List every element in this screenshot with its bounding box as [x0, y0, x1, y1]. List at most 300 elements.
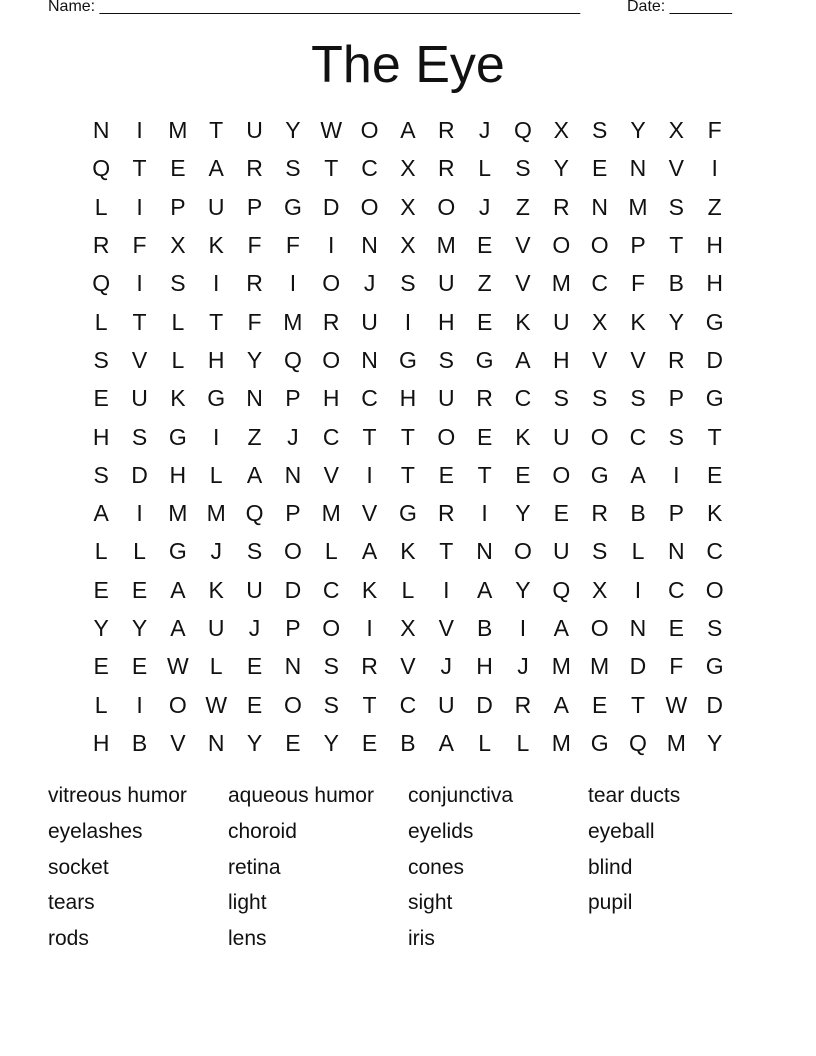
grid-letter: L	[516, 729, 530, 756]
grid-letter: Y	[285, 117, 301, 144]
grid-letter: U	[131, 385, 148, 412]
grid-letter: R	[322, 308, 340, 335]
grid-letter: I	[366, 461, 373, 488]
date-field-label: Date: _______	[627, 0, 732, 15]
grid-letter: D	[131, 461, 148, 488]
grid-letter: S	[668, 193, 684, 220]
grid-letter: C	[706, 538, 723, 565]
grid-letter: O	[552, 232, 571, 259]
grid-letter: T	[132, 155, 147, 182]
grid-letter: M	[551, 653, 571, 680]
grid-letter: S	[553, 385, 569, 412]
grid-letter: L	[478, 729, 491, 756]
grid-letter: P	[630, 232, 646, 259]
grid-letter: E	[707, 461, 723, 488]
grid-letter: Q	[629, 729, 647, 756]
grid-letter: I	[711, 155, 718, 182]
grid-letter: K	[515, 423, 531, 450]
grid-letter: K	[400, 538, 416, 565]
grid-letter: M	[168, 117, 188, 144]
grid-letter: W	[320, 117, 343, 144]
grid-letter: L	[133, 538, 146, 565]
grid-letter: I	[481, 500, 488, 527]
grid-letter: R	[92, 232, 110, 259]
grid-letter: K	[515, 308, 531, 335]
grid-letter: E	[476, 232, 493, 259]
grid-letter: X	[591, 308, 608, 335]
grid-letter: A	[400, 117, 416, 144]
grid-row	[82, 456, 734, 494]
grid-letter: S	[630, 385, 646, 412]
grid-letter: G	[207, 385, 226, 412]
grid-letter: R	[668, 346, 685, 373]
grid-letter: N	[284, 461, 302, 488]
grid-letter: O	[283, 691, 302, 718]
word-bank-item: eyeball	[588, 819, 655, 843]
grid-row	[82, 494, 734, 532]
grid-letter: R	[514, 691, 532, 718]
grid-letter: I	[328, 232, 335, 259]
grid-letter: H	[322, 385, 340, 412]
grid-letter: Z	[477, 270, 492, 297]
grid-letter: Y	[515, 576, 531, 603]
grid-letter: R	[437, 500, 455, 527]
grid-letter: B	[630, 500, 646, 527]
grid-row	[82, 685, 734, 723]
grid-letter: S	[93, 346, 109, 373]
grid-letter: F	[707, 117, 722, 144]
grid-letter: N	[361, 346, 378, 373]
word-bank-item: blind	[588, 855, 633, 879]
grid-letter: A	[170, 576, 186, 603]
grid-letter: L	[94, 538, 108, 565]
grid-letter: J	[248, 615, 261, 641]
grid-letter: R	[361, 653, 378, 680]
word-bank-item: choroid	[228, 819, 297, 843]
grid-letter: E	[93, 385, 109, 412]
grid-letter: U	[246, 576, 263, 603]
grid-letter: L	[209, 461, 223, 488]
grid-letter: X	[553, 117, 569, 144]
grid-letter: V	[170, 729, 186, 756]
grid-letter: U	[437, 270, 455, 297]
grid-letter: N	[92, 117, 110, 144]
grid-letter: T	[324, 155, 339, 182]
grid-letter: E	[591, 155, 608, 182]
grid-letter: Y	[668, 308, 684, 335]
grid-letter: S	[438, 346, 454, 373]
grid-letter: D	[284, 576, 302, 603]
grid-letter: I	[404, 308, 412, 335]
grid-letter: T	[362, 691, 377, 718]
grid-letter: G	[590, 461, 609, 488]
grid-letter: L	[631, 538, 645, 565]
word-bank-item: iris	[408, 927, 435, 951]
grid-letter: Z	[247, 423, 262, 450]
grid-letter: O	[168, 691, 187, 718]
grid-letter: A	[361, 538, 378, 565]
grid-letter: I	[289, 270, 297, 297]
grid-letter: E	[553, 500, 569, 527]
grid-letter: R	[246, 270, 263, 297]
grid-letter: P	[285, 385, 301, 412]
grid-letter: C	[514, 385, 532, 412]
grid-letter: H	[399, 385, 417, 412]
grid-letter: R	[476, 385, 493, 412]
grid-letter: T	[630, 691, 646, 718]
grid-row	[82, 264, 734, 302]
grid-letter: M	[436, 232, 456, 259]
grid-letter: M	[551, 729, 571, 756]
grid-letter: Y	[553, 155, 569, 182]
grid-letter: G	[705, 653, 724, 680]
grid-letter: L	[324, 538, 338, 565]
grid-letter: S	[323, 653, 339, 680]
word-bank	[48, 778, 768, 957]
grid-letter: M	[283, 308, 303, 335]
grid-letter: W	[167, 653, 189, 680]
grid-letter: F	[285, 232, 300, 259]
grid-letter: R	[552, 193, 570, 220]
grid-letter: E	[285, 729, 301, 756]
grid-letter: Y	[630, 117, 646, 144]
grid-letter: L	[171, 308, 185, 335]
grid-letter: L	[94, 193, 108, 220]
grid-row	[82, 647, 734, 685]
grid-row	[82, 571, 734, 609]
grid-letter: I	[213, 423, 220, 450]
grid-letter: K	[707, 500, 723, 527]
word-bank-item: tear ducts	[588, 784, 681, 807]
grid-letter: T	[400, 461, 415, 488]
grid-letter: Y	[131, 615, 148, 641]
word-bank-item: rods	[48, 927, 89, 951]
grid-letter: V	[323, 461, 339, 488]
grid-letter: W	[665, 691, 688, 718]
grid-letter: H	[552, 346, 570, 373]
grid-letter: O	[437, 193, 456, 220]
grid-letter: M	[628, 193, 648, 220]
grid-letter: X	[400, 155, 416, 182]
grid-letter: V	[515, 232, 531, 259]
grid-letter: O	[360, 117, 379, 144]
grid-letter: F	[669, 653, 684, 680]
grid-letter: U	[207, 193, 225, 220]
grid-letter: G	[398, 346, 417, 373]
grid-letter: R	[437, 117, 455, 144]
grid-letter: A	[515, 346, 531, 373]
grid-letter: S	[591, 385, 608, 412]
grid-letter: G	[705, 385, 724, 412]
grid-letter: N	[361, 232, 378, 259]
grid-letter: S	[131, 423, 148, 450]
grid-letter: C	[591, 270, 608, 297]
grid-letter: G	[398, 500, 417, 527]
grid-letter: X	[668, 117, 684, 144]
grid-letter: Y	[246, 346, 263, 373]
grid-letter: K	[630, 308, 646, 335]
grid-letter: C	[629, 423, 647, 450]
grid-letter: S	[707, 615, 723, 641]
grid-letter: E	[131, 576, 148, 603]
grid-letter: D	[706, 346, 723, 373]
grid-letter: L	[94, 691, 108, 718]
grid-letter: T	[400, 423, 415, 450]
grid-row	[82, 149, 734, 187]
grid-letter: E	[93, 576, 109, 603]
grid-letter: I	[443, 576, 450, 603]
word-bank-item: sight	[408, 891, 453, 915]
word-bank-item: cones	[408, 855, 465, 879]
grid-letter: T	[669, 232, 684, 259]
grid-letter: X	[591, 576, 608, 603]
grid-letter: A	[246, 461, 263, 488]
grid-letter: M	[551, 270, 571, 297]
grid-letter: G	[168, 423, 187, 450]
grid-letter: G	[168, 538, 187, 565]
grid-letter: S	[668, 423, 684, 450]
grid-letter: R	[246, 155, 263, 182]
grid-letter: Q	[92, 270, 111, 297]
grid-letter: N	[284, 653, 302, 680]
grid-letter: I	[634, 576, 642, 603]
grid-letter: A	[208, 155, 224, 182]
grid-letter: R	[437, 155, 455, 182]
grid-letter: X	[400, 193, 416, 220]
grid-letter: L	[94, 308, 108, 335]
grid-letter: U	[552, 538, 570, 565]
grid-letter: P	[668, 500, 684, 527]
grid-letter: Q	[245, 500, 264, 527]
grid-letter: E	[93, 653, 109, 680]
grid-letter: H	[92, 729, 110, 756]
grid-letter: J	[478, 193, 491, 220]
grid-letter: J	[210, 538, 222, 565]
grid-row	[82, 341, 734, 379]
grid-letter: C	[322, 576, 340, 603]
grid-row	[82, 226, 734, 264]
grid-row	[82, 724, 734, 762]
grid-letter: B	[400, 729, 416, 756]
grid-row	[82, 188, 734, 226]
grid-letter: L	[171, 346, 185, 373]
grid-letter: F	[247, 232, 262, 259]
grid-letter: I	[136, 117, 143, 144]
grid-letter: D	[322, 193, 340, 220]
grid-letter: A	[630, 461, 646, 488]
grid-letter: V	[515, 270, 531, 297]
grid-letter: Y	[515, 500, 531, 527]
page-title: The Eye	[311, 36, 505, 94]
grid-letter: P	[668, 385, 684, 412]
grid-letter: F	[630, 270, 646, 297]
grid-letter: H	[706, 270, 723, 297]
grid-letter: B	[668, 270, 684, 297]
grid-letter: P	[170, 193, 186, 220]
grid-letter: O	[590, 615, 609, 641]
grid-letter: W	[205, 691, 228, 718]
grid-letter: N	[246, 385, 263, 412]
grid-letter: V	[131, 346, 148, 373]
grid-letter: N	[668, 538, 685, 565]
grid-letter: O	[590, 423, 609, 450]
grid-letter: F	[247, 308, 262, 335]
grid-letter: I	[519, 615, 527, 641]
grid-letter: S	[591, 538, 608, 565]
grid-letter: L	[401, 576, 415, 603]
grid-letter: B	[476, 615, 493, 641]
grid-letter: H	[92, 423, 110, 450]
word-bank-item: vitreous humor	[48, 784, 187, 807]
grid-letter: Q	[92, 155, 111, 182]
grid-row	[82, 302, 734, 340]
grid-letter: E	[246, 691, 263, 718]
word-bank-item: aqueous humor	[228, 784, 374, 807]
grid-letter: G	[475, 346, 494, 373]
grid-letter: O	[322, 615, 341, 641]
grid-letter: O	[437, 423, 456, 450]
grid-letter: I	[136, 193, 143, 220]
grid-letter: S	[246, 538, 263, 565]
grid-letter: H	[437, 308, 455, 335]
grid-letter: E	[476, 308, 493, 335]
grid-letter: C	[322, 423, 340, 450]
grid-letter: V	[591, 346, 608, 373]
grid-letter: T	[707, 423, 722, 450]
grid-row	[82, 609, 734, 647]
grid-letter: H	[706, 232, 723, 259]
grid-letter: E	[515, 461, 531, 488]
grid-letter: A	[553, 691, 569, 718]
grid-letter: C	[399, 691, 417, 718]
grid-row	[82, 532, 734, 570]
grid-letter: Q	[552, 576, 571, 603]
name-field-label: Name: ______________________________________________________	[48, 0, 581, 15]
grid-letter: Q	[283, 346, 302, 373]
grid-letter: N	[207, 729, 225, 756]
grid-letter: A	[553, 615, 569, 641]
grid-letter: X	[170, 232, 186, 259]
grid-letter: A	[438, 729, 454, 756]
word-bank-item: lens	[228, 927, 267, 951]
word-bank-item: tears	[48, 891, 95, 915]
grid-letter: D	[706, 691, 723, 718]
grid-letter: O	[360, 193, 379, 220]
grid-letter: U	[552, 308, 570, 335]
grid-letter: S	[323, 691, 339, 718]
grid-letter: K	[208, 576, 224, 603]
grid-letter: D	[629, 653, 647, 680]
grid-letter: Q	[514, 117, 532, 144]
grid-letter: P	[246, 193, 263, 220]
grid-letter: O	[552, 461, 571, 488]
grid-letter: V	[438, 615, 454, 641]
grid-letter: F	[132, 232, 147, 259]
grid-letter: M	[321, 500, 341, 527]
grid-letter: N	[629, 615, 647, 641]
grid-letter: K	[170, 385, 186, 412]
grid-letter: T	[362, 423, 377, 450]
word-bank-item: pupil	[588, 891, 633, 915]
grid-letter: E	[361, 729, 378, 756]
grid-row	[82, 379, 734, 417]
grid-row	[82, 111, 734, 149]
grid-letter: Y	[707, 729, 723, 756]
grid-letter: S	[400, 270, 416, 297]
grid-letter: H	[207, 346, 225, 373]
grid-letter: A	[476, 576, 493, 603]
grid-letter: M	[590, 653, 610, 680]
grid-letter: H	[169, 461, 187, 488]
grid-letter: K	[208, 232, 224, 259]
grid-letter: E	[591, 691, 608, 718]
grid-letter: I	[136, 691, 143, 718]
grid-letter: G	[705, 308, 724, 335]
grid-letter: G	[590, 729, 609, 756]
grid-row	[82, 417, 734, 455]
grid-letter: U	[361, 308, 378, 335]
grid-letter: V	[668, 155, 684, 182]
grid-letter: Y	[323, 729, 339, 756]
grid-letter: S	[515, 155, 531, 182]
grid-letter: J	[363, 270, 376, 297]
grid-letter: X	[400, 615, 416, 641]
word-bank-item: light	[228, 891, 267, 915]
grid-letter: J	[287, 423, 299, 450]
word-bank-item: eyelashes	[48, 819, 143, 843]
grid-letter: C	[668, 576, 685, 603]
grid-letter: T	[132, 308, 147, 335]
grid-letter: V	[630, 346, 646, 373]
grid-letter: U	[207, 615, 225, 641]
grid-letter: D	[476, 691, 493, 718]
grid-letter: T	[477, 461, 492, 488]
grid-letter: S	[591, 117, 608, 144]
grid-letter: H	[476, 653, 493, 680]
grid-letter: G	[283, 193, 302, 220]
grid-letter: T	[209, 117, 224, 144]
grid-letter: T	[439, 538, 454, 565]
grid-letter: L	[209, 653, 223, 680]
word-bank-item: retina	[228, 855, 281, 879]
grid-letter: O	[322, 346, 341, 373]
grid-letter: M	[666, 729, 686, 756]
grid-letter: O	[322, 270, 341, 297]
grid-letter: E	[476, 423, 493, 450]
letter-grid	[82, 111, 734, 762]
grid-letter: S	[170, 270, 186, 297]
grid-letter: A	[170, 615, 186, 641]
grid-letter: O	[590, 232, 609, 259]
grid-letter: I	[213, 270, 220, 297]
grid-letter: X	[400, 232, 416, 259]
grid-letter: E	[668, 615, 684, 641]
grid-letter: P	[285, 500, 301, 527]
grid-letter: S	[285, 155, 301, 182]
grid-letter: O	[283, 538, 302, 565]
grid-letter: Z	[707, 193, 722, 220]
grid-letter: N	[476, 538, 493, 565]
grid-letter: R	[591, 500, 608, 527]
grid-letter: U	[552, 423, 570, 450]
grid-letter: M	[206, 500, 226, 527]
grid-letter: P	[285, 615, 301, 641]
grid-letter: J	[517, 653, 529, 680]
grid-letter: S	[93, 461, 109, 488]
grid-letter: O	[705, 576, 724, 603]
grid-letter: Y	[246, 729, 263, 756]
grid-letter: J	[440, 653, 453, 680]
